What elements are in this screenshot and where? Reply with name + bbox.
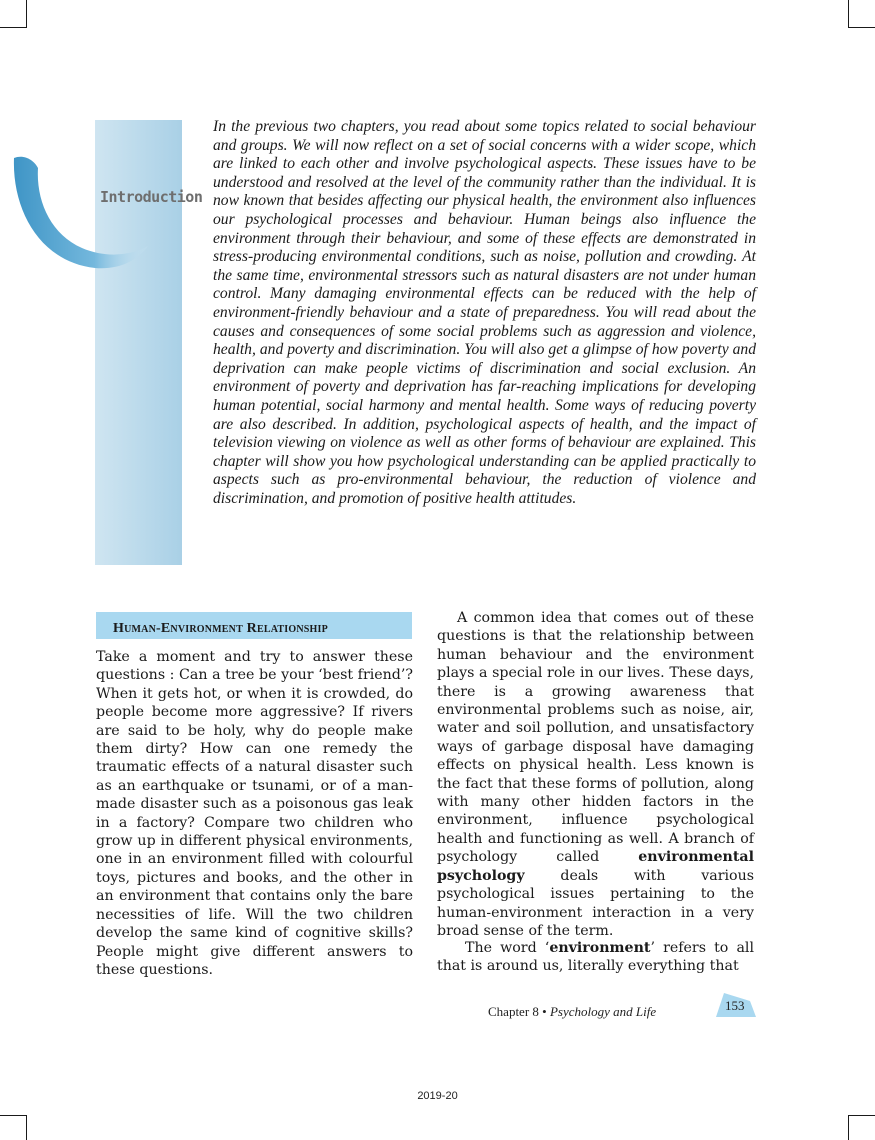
crop-mark bbox=[26, 0, 27, 28]
key-term-environment: environment bbox=[549, 940, 651, 956]
book-title: Psychology and Life bbox=[549, 1004, 657, 1019]
intro-label: Introduction bbox=[100, 188, 203, 206]
edition-year: 2019-20 bbox=[417, 1090, 458, 1102]
crop-mark bbox=[848, 27, 875, 28]
para2-text-end: ’ refers to all that is around us, literally everything that bbox=[437, 940, 754, 975]
section-title: Human-Environment Relationship bbox=[113, 621, 328, 636]
para1-text-end: deals with various psychological issues pertaining to the human-environment interaction in a very broad sense of the term. bbox=[437, 867, 754, 939]
footer-bullet: • bbox=[542, 1004, 547, 1019]
intro-swirl-icon bbox=[10, 150, 150, 280]
section-header bbox=[96, 612, 412, 639]
right-column-paragraph-1 bbox=[437, 609, 754, 940]
page-number: 153 bbox=[725, 998, 745, 1013]
crop-mark bbox=[0, 1115, 27, 1116]
crop-mark bbox=[848, 1115, 875, 1116]
left-column-paragraph: Take a moment and try to answer these questions : Can a tree be your ‘best friend’? When it gets hot, or when it is crowded, do people become more aggressive? If rivers are said to be holy, why do people make them dirty? How can one remedy the traumatic effects of a natural disaster such as an earthquake or tsunami, or of a man-made disaster such as a poisonous gas leak in a factory? Compare two children who grow up in different physical environments, one in an environment filled with colourful toys, pictures and books, and the other in an environment that contains only the bare necessities of life. Will the two children develop the same kind of cognitive skills? People might give different answers to these questions. bbox=[96, 649, 413, 978]
key-term-environmental-psychology: environmental psychology bbox=[437, 849, 754, 884]
crop-mark bbox=[848, 1115, 849, 1140]
crop-mark bbox=[26, 1115, 27, 1140]
para1-text: A common idea that comes out of these questions is that the relationship between human behaviour and the environment plays a special role in our lives. These days, there is a growing awareness that environmental problems such as noise, air, water and soil pollution, and unsatisfactory ways of garbage disposal have damaging effects on physical health. Less known is the fact that these forms of pollution, along with many other hidden factors in the environment, influence psychological health and functioning as well. A branch of psychology called bbox=[437, 610, 754, 866]
intro-paragraph: In the previous two chapters, you read about some topics related to social behaviour and groups. We will now reflect on a set of social concerns with a wider scope, which are linked to each other and involve psychological aspects. These issues have to be understood and resolved at the level of the community rather than the individual. It is now known that besides affecting our physical health, the environment also influences our psychological processes and behaviour. Human beings also influence the environment through their behaviour, and some of these effects are demonstrated in stress-producing environmental conditions, such as noise, pollution and crowding. At the same time, environmental stressors such as natural disasters are not under human control. Many damaging environmental effects can be reduced with the help of environment-friendly behaviour and a state of preparedness. You will read about the causes and consequences of some social problems such as aggression and violence, health, and poverty and discrimination. You will also get a glimpse of how poverty and deprivation can make people victims of discrimination and social exclusion. An environment of poverty and deprivation has far-reaching implications for developing human potential, social harmony and mental health. Some ways of reducing poverty are also described. In addition, psychological aspects of health, and the impact of television viewing on violence as well as other forms of behaviour are explained. This chapter will show you how psychological understanding can be applied practically to aspects such as pro-environmental behaviour, the reduction of violence and discrimination, and promotion of positive health attitudes. bbox=[213, 118, 756, 507]
crop-mark bbox=[0, 27, 27, 28]
para2-text: The word ‘ bbox=[465, 940, 550, 956]
right-column-paragraph-2 bbox=[437, 939, 754, 976]
footer-chapter bbox=[488, 1004, 656, 1020]
crop-mark bbox=[848, 0, 849, 28]
chapter-label: Chapter 8 bbox=[488, 1004, 539, 1019]
